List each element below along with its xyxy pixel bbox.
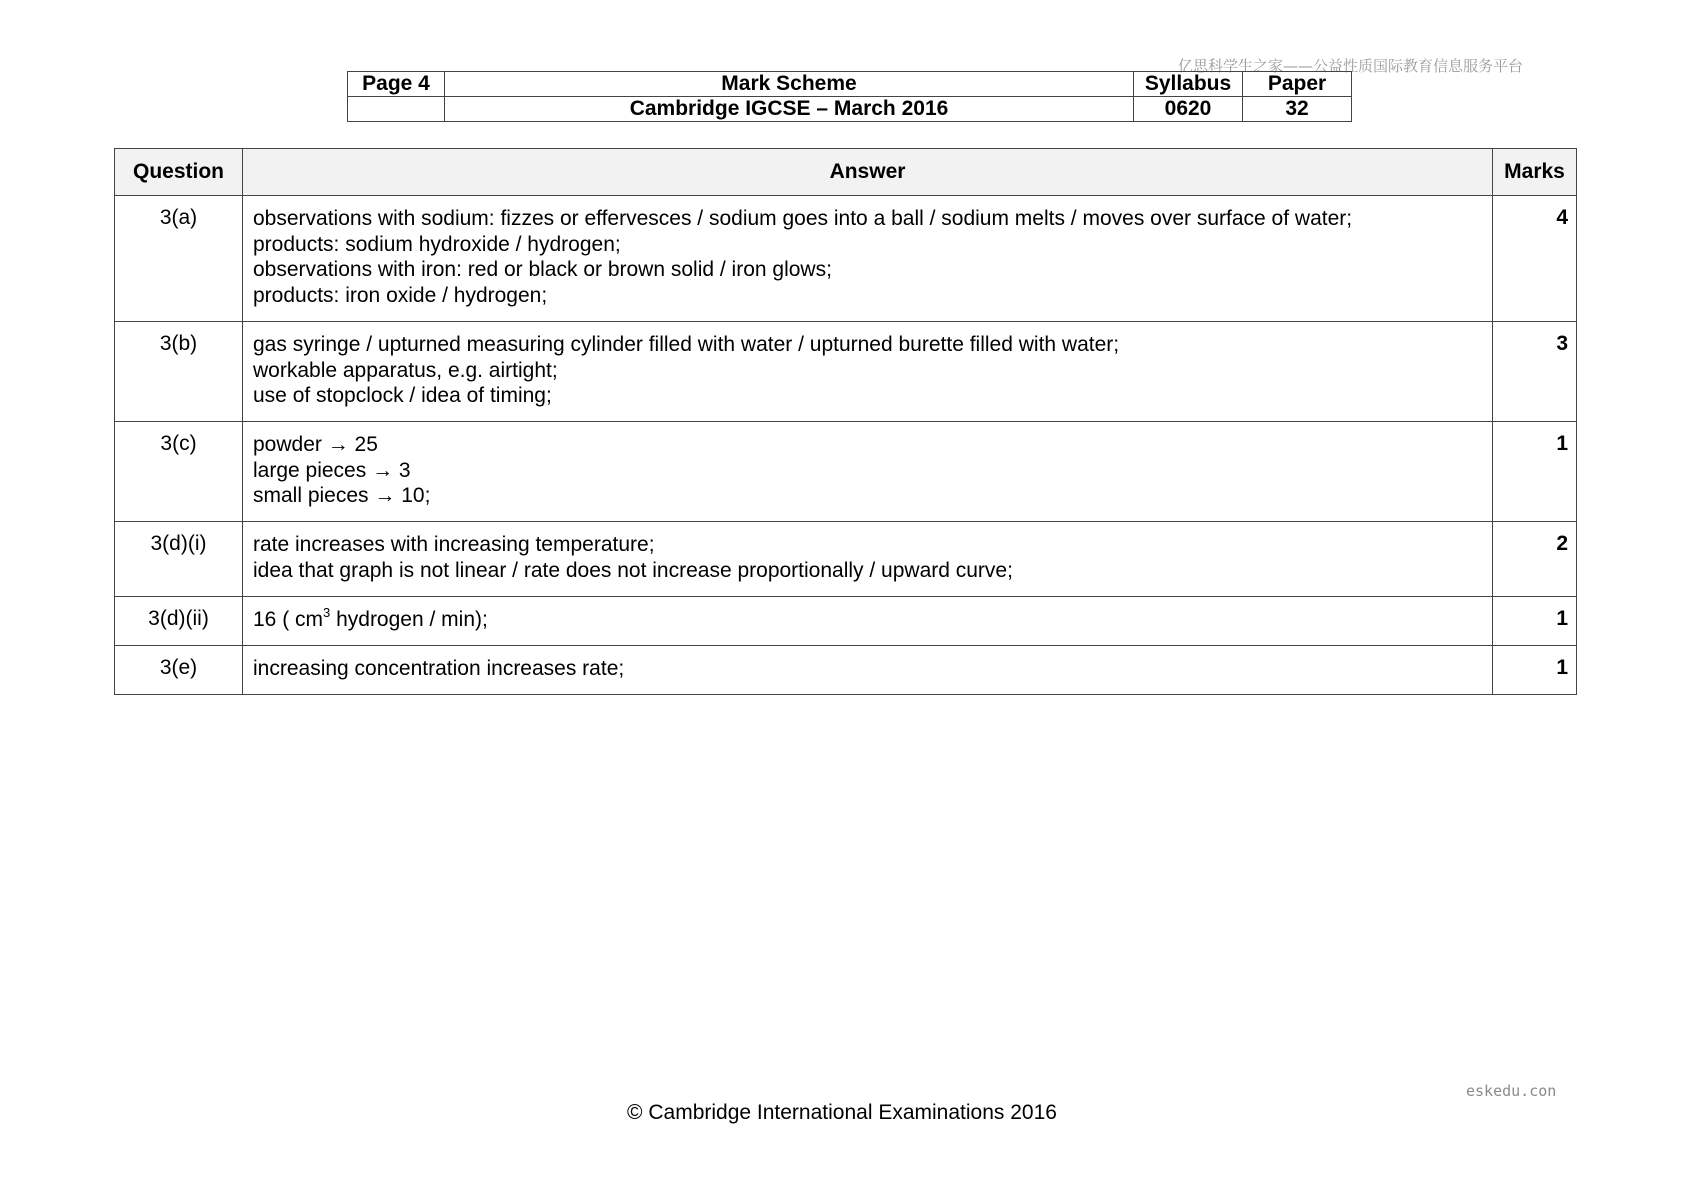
answer-line: large pieces → 3 — [253, 458, 411, 482]
answer-line — [253, 607, 1482, 633]
answer-cell — [243, 522, 1493, 597]
table-row — [115, 597, 1577, 646]
marks-value: 4 — [1493, 196, 1577, 322]
answer-line: idea that graph is not linear / rate does not increase proportionally / upward curve; — [253, 558, 1013, 582]
column-header-question: Question — [115, 149, 243, 196]
table-header-row — [115, 149, 1577, 196]
question-number: 3(d)(i) — [115, 522, 243, 597]
marks-value: 1 — [1493, 646, 1577, 695]
mark-scheme-table — [114, 148, 1577, 695]
marks-value: 3 — [1493, 322, 1577, 422]
answer-cell — [243, 196, 1493, 322]
syllabus-label: Syllabus — [1134, 72, 1243, 97]
mark-scheme-title: Mark Scheme — [445, 72, 1134, 97]
answer-cell — [243, 646, 1493, 695]
answer-line: increasing concentration increases rate; — [253, 657, 625, 680]
answer-cell — [243, 597, 1493, 646]
table-row — [115, 322, 1577, 422]
question-number: 3(b) — [115, 322, 243, 422]
paper-label: Paper — [1243, 72, 1352, 97]
paper-number: 32 — [1243, 97, 1352, 122]
marks-value: 2 — [1493, 522, 1577, 597]
answer-line: products: iron oxide / hydrogen; — [253, 283, 548, 307]
header-table — [347, 71, 1352, 122]
table-row — [115, 422, 1577, 522]
answer-line: observations with iron: red or black or brown solid / iron glows; — [253, 258, 832, 281]
question-number: 3(e) — [115, 646, 243, 695]
marks-value: 1 — [1493, 597, 1577, 646]
marks-value: 1 — [1493, 422, 1577, 522]
page-number: Page 4 — [348, 72, 445, 97]
question-number: 3(c) — [115, 422, 243, 522]
answer-cell — [243, 422, 1493, 522]
answer-text: 16 ( cm — [253, 608, 324, 631]
table-row — [115, 522, 1577, 597]
table-row — [115, 196, 1577, 322]
answer-line: small pieces → 10; — [253, 484, 431, 507]
question-number: 3(a) — [115, 196, 243, 322]
answer-line: powder → 25 — [253, 433, 378, 456]
column-header-answer: Answer — [243, 149, 1493, 196]
exam-title: Cambridge IGCSE – March 2016 — [445, 97, 1134, 122]
column-header-marks: Marks — [1493, 149, 1577, 196]
answer-line: observations with sodium: fizzes or effervesces / sodium goes into a ball / sodium melts / moves over surface of water; — [253, 207, 1353, 230]
copyright-footer: © Cambridge International Examinations 2016 — [627, 1101, 1057, 1124]
answer-line: products: sodium hydroxide / hydrogen; — [253, 232, 621, 256]
table-row — [115, 646, 1577, 695]
answer-line: use of stopclock / idea of timing; — [253, 384, 552, 407]
answer-text: hydrogen / min); — [330, 608, 488, 631]
answer-line: workable apparatus, e.g. airtight; — [253, 358, 558, 382]
superscript: 3 — [323, 605, 331, 620]
answer-line: gas syringe / upturned measuring cylinder filled with water / upturned burette filled with water; — [253, 333, 1120, 356]
answer-cell — [243, 322, 1493, 422]
watermark-url: eskedu.con — [1466, 1082, 1557, 1100]
watermark-text: 亿思科学生之家——公益性质国际教育信息服务平台 — [1178, 57, 1524, 75]
question-number: 3(d)(ii) — [115, 597, 243, 646]
syllabus-code: 0620 — [1134, 97, 1243, 122]
answer-line: rate increases with increasing temperature; — [253, 533, 655, 556]
header-empty-cell — [348, 97, 445, 122]
